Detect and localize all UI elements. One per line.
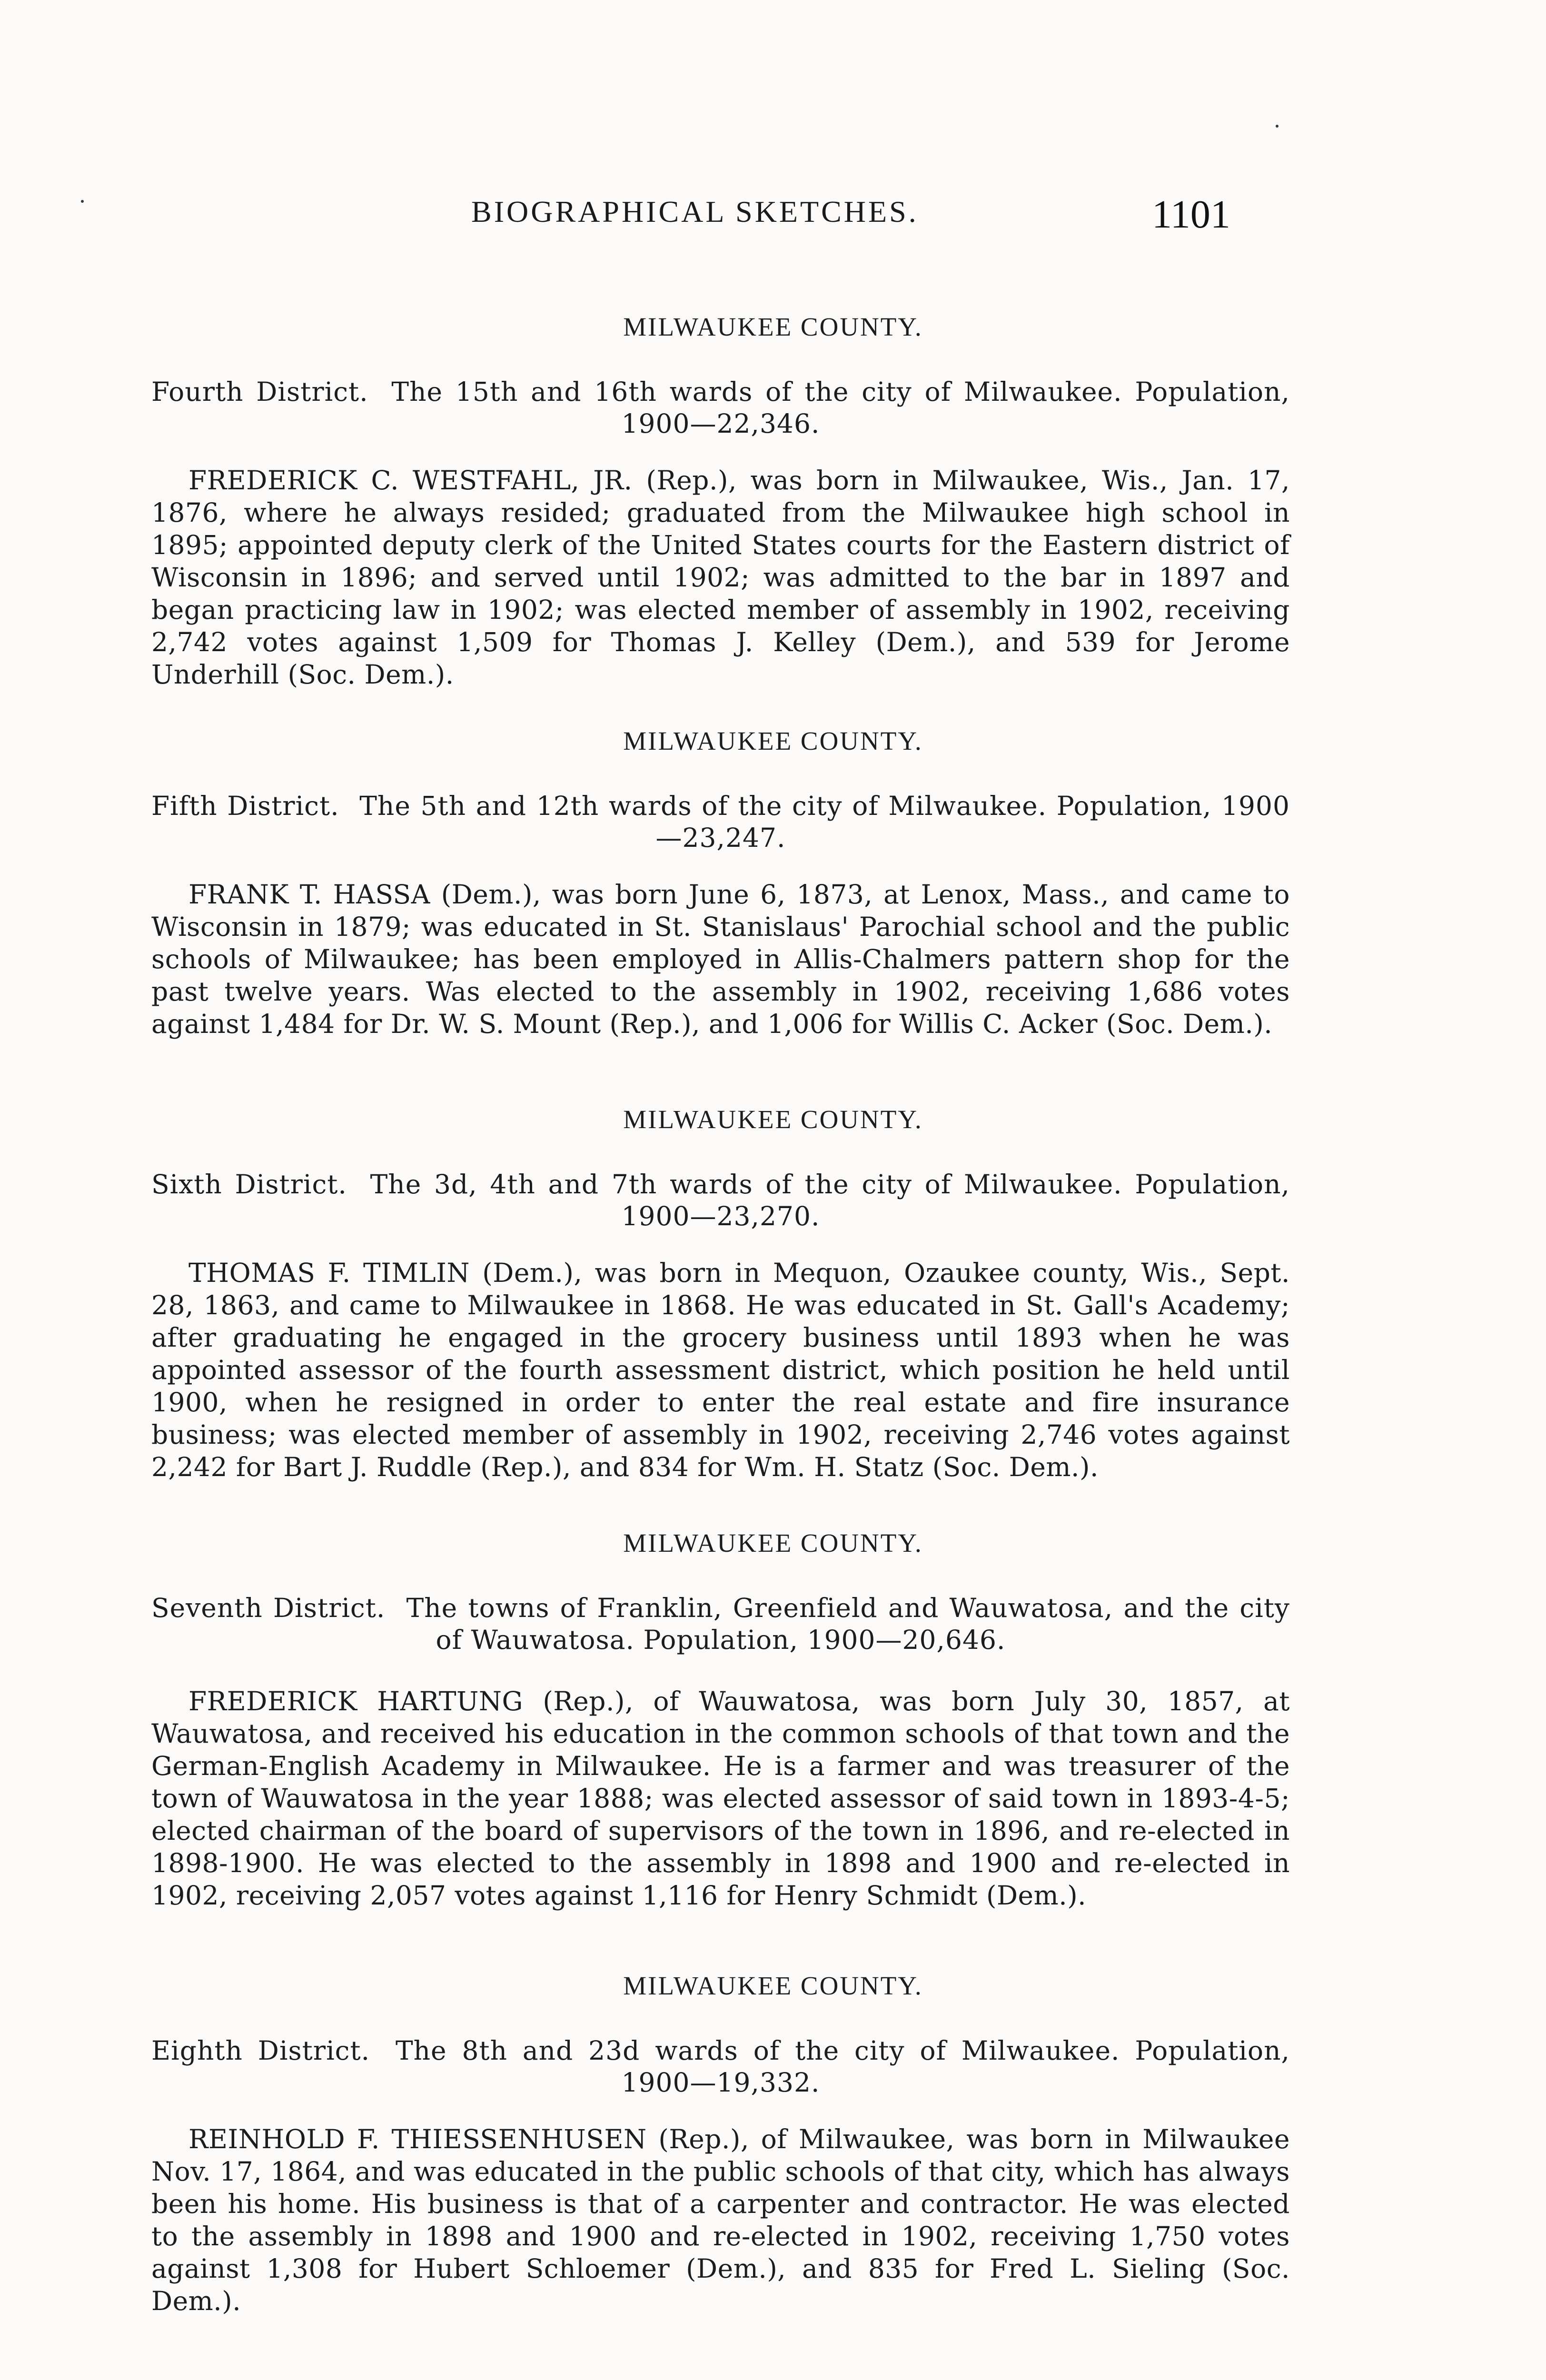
running-head: BIOGRAPHICAL SKETCHES. bbox=[471, 195, 919, 228]
district-line bbox=[151, 376, 1290, 440]
district-description: The towns of Franklin, Greenfield and Wauwatosa, and the city of Wauwatosa. Population, 1900—20,646. bbox=[406, 1593, 1290, 1655]
biography-paragraph: FRANK T. HASSA (Dem.), was born June 6, 1873, at Lenox, Mass., and came to Wisconsin in 1879; was educated in St. Stanislaus' Parochial school and the public schools of Milwaukee; has been employed in Allis-Chalmers pattern shop for the past twelve years. Was elected to the assembly in 1902, receiving 1,686 votes against 1,484 for Dr. W. S. Mount (Rep.), and 1,006 for Willis C. Acker (Soc. Dem.). bbox=[151, 879, 1290, 1039]
paper-speck bbox=[81, 200, 84, 203]
district-label: Fifth District. bbox=[151, 791, 339, 821]
page-number: 1101 bbox=[1152, 192, 1230, 237]
district-label: Seventh District. bbox=[151, 1593, 386, 1623]
district-line bbox=[151, 790, 1290, 854]
biography-paragraph: REINHOLD F. THIESSENHUSEN (Rep.), of Milwaukee, was born in Milwaukee Nov. 17, 1864, and was educated in the public schools of that city, which has always been his home. His business is that of a carpenter and contractor. He was elected to the assembly in 1898 and 1900 and re-elected in 1902, receiving 1,750 votes against 1,308 for Hubert Schloemer (Dem.), and 835 for Fred L. Sieling (Soc. Dem.). bbox=[151, 2124, 1290, 2316]
county-heading: MILWAUKEE COUNTY. bbox=[623, 1528, 923, 1557]
district-label: Sixth District. bbox=[151, 1169, 347, 1200]
district-description: The 8th and 23d wards of the city of Milwaukee. Population, 1900—19,332. bbox=[395, 2035, 1290, 2098]
district-label: Eighth District. bbox=[151, 2035, 370, 2066]
biography-paragraph: THOMAS F. TIMLIN (Dem.), was born in Mequon, Ozaukee county, Wis., Sept. 28, 1863, and came to Milwaukee in 1868. He was educated in St. Gall's Academy; after graduating he engaged in the grocery business until 1893 when he was appointed assessor of the fourth assessment district, which position he held until 1900, when he resigned in order to enter the real estate and fire insurance business; was elected member of assembly in 1902, receiving 2,746 votes against 2,242 for Bart J. Ruddle (Rep.), and 834 for Wm. H. Statz (Soc. Dem.). bbox=[151, 1258, 1290, 1482]
district-description: The 3d, 4th and 7th wards of the city of Milwaukee. Population, 1900—23,270. bbox=[370, 1169, 1290, 1231]
paper-speck bbox=[1276, 125, 1278, 128]
county-heading: MILWAUKEE COUNTY. bbox=[623, 726, 923, 755]
biography-paragraph: FREDERICK C. WESTFAHL, JR. (Rep.), was born in Milwaukee, Wis., Jan. 17, 1876, where he always resided; graduated from the Milwaukee high school in 1895; appointed deputy clerk of the United States courts for the Eastern district of Wisconsin in 1896; and served until 1902; was admitted to the bar in 1897 and began practicing law in 1902; was elected member of assembly in 1902, receiving 2,742 votes against 1,509 for Thomas J. Kelley (Dem.), and 539 for Jerome Underhill (Soc. Dem.). bbox=[151, 465, 1290, 690]
district-line bbox=[151, 1592, 1290, 1656]
county-heading: MILWAUKEE COUNTY. bbox=[623, 1971, 923, 2000]
district-label: Fourth District. bbox=[151, 377, 368, 407]
district-description: The 5th and 12th wards of the city of Milwaukee. Population, 1900—23,247. bbox=[359, 791, 1290, 853]
county-heading: MILWAUKEE COUNTY. bbox=[623, 312, 923, 341]
county-heading: MILWAUKEE COUNTY. bbox=[623, 1105, 923, 1134]
district-line bbox=[151, 2035, 1290, 2099]
district-line bbox=[151, 1169, 1290, 1232]
district-description: The 15th and 16th wards of the city of Milwaukee. Population, 1900—22,346. bbox=[391, 377, 1290, 439]
biography-paragraph: FREDERICK HARTUNG (Rep.), of Wauwatosa, was born July 30, 1857, at Wauwatosa, and received his education in the common schools of that town and the German-English Academy in Milwaukee. He is a farmer and was treasurer of the town of Wauwatosa in the year 1888; was elected assessor of said town in 1893-4-5; elected chairman of the board of supervisors of the town in 1896, and re-elected in 1898-1900. He was elected to the assembly in 1898 and 1900 and re-elected in 1902, receiving 2,057 votes against 1,116 for Henry Schmidt (Dem.). bbox=[151, 1686, 1290, 1911]
